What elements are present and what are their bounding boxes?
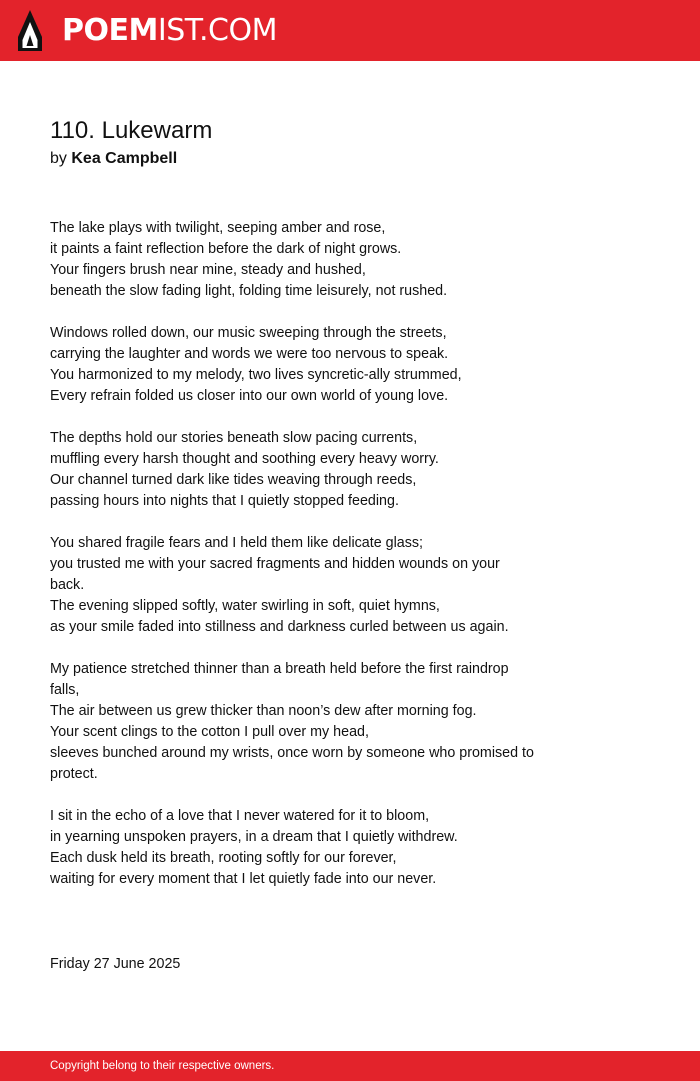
pen-nib-icon[interactable] [18,10,42,51]
poem-line: passing hours into nights that I quietly stopped feeding. [50,493,399,509]
poem-line: sleeves bunched around my wrists, once worn by someone who promised to [50,745,534,761]
poem-line: You shared fragile fears and I held them like delicate glass; [50,535,424,551]
poem-line: The evening slipped softly, water swirling in soft, quiet hymns, [50,598,440,614]
poem-line: Windows rolled down, our music sweeping through the streets, [50,325,447,341]
poem-line: waiting for every moment that I let quietly fade into our never. [50,871,437,887]
poem-line: The depths hold our stories beneath slow pacing currents, [50,430,418,446]
poem-stanza [50,533,610,638]
poem-line: falls, [50,682,80,698]
poem-body [50,218,610,911]
poem-title: 110. Lukewarm [50,117,213,144]
poem-line: in yearning unspoken prayers, in a dream that I quietly withdrew. [50,829,458,845]
poem-line: carrying the laughter and words we were too nervous to speak. [50,346,449,362]
poem-date: Friday 27 June 2025 [50,956,181,972]
poem-line: You harmonized to my melody, two lives syncretic-ally strummed, [50,367,462,383]
poem-line: I sit in the echo of a love that I never watered for it to bloom, [50,808,430,824]
site-logo[interactable] [62,12,277,50]
poem-line: protect. [50,766,98,782]
poem-line: beneath the slow fading light, folding time leisurely, not rushed. [50,283,448,299]
by-label: by [50,150,67,167]
poem-line: My patience stretched thinner than a breath held before the first raindrop [50,661,509,677]
poem-line: The air between us grew thicker than noon’s dew after morning fog. [50,703,477,719]
byline [50,149,177,169]
poem-line: Every refrain folded us closer into our own world of young love. [50,388,449,404]
poem-line: The lake plays with twilight, seeping amber and rose, [50,220,386,236]
poem-line: muffling every harsh thought and soothing every heavy worry. [50,451,439,467]
poem-stanza [50,659,610,785]
poem-line: back. [50,577,85,593]
poem-line: Your fingers brush near mine, steady and hushed, [50,262,366,278]
poem-stanza [50,323,610,407]
poem-line: Each dusk held its breath, rooting softly for our forever, [50,850,397,866]
poem-line: Your scent clings to the cotton I pull over my head, [50,724,369,740]
poem-stanza [50,218,610,302]
poem-author: Kea Campbell [71,150,178,167]
logo-bold-text: POEM [62,13,158,48]
logo-thin-text: IST.COM [157,13,277,48]
poem-line: as your smile faded into stillness and darkness curled between us again. [50,619,509,635]
poem-stanza [50,806,610,890]
poem-line: it paints a faint reflection before the dark of night grows. [50,241,402,257]
poem-stanza [50,428,610,512]
poem-line: you trusted me with your sacred fragments and hidden wounds on your [50,556,500,572]
site-header [0,0,700,61]
poem-line: Our channel turned dark like tides weaving through reeds, [50,472,417,488]
site-footer [0,1051,700,1081]
copyright-text: Copyright belong to their respective owners. [50,1060,275,1072]
